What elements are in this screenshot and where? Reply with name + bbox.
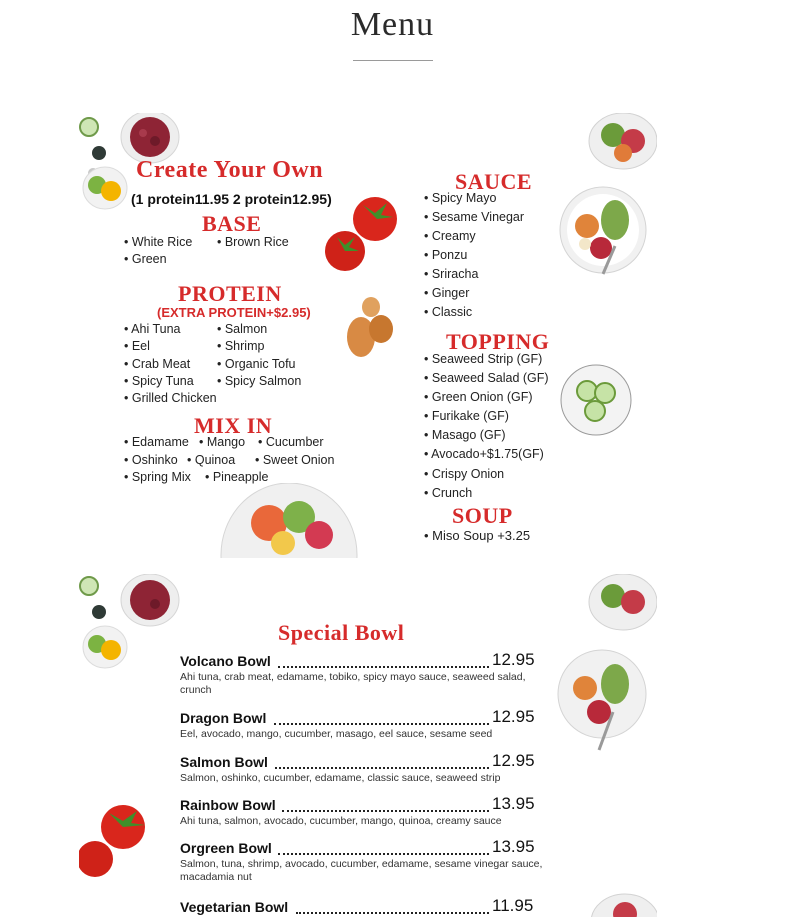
- menu-item: • Shrimp: [217, 339, 265, 353]
- menu-item: • Green Onion (GF): [424, 390, 533, 404]
- poke-bowl-icon: [585, 892, 657, 917]
- dot-leader: [275, 767, 489, 769]
- menu-item: • Ahi Tuna: [124, 322, 181, 336]
- bowl-name: Dragon Bowl: [180, 710, 267, 726]
- menu-item: • Masago (GF): [424, 428, 506, 442]
- dot-leader: [282, 810, 489, 812]
- dot-leader: [278, 666, 489, 668]
- tomato-icon: [79, 799, 159, 899]
- poke-bowl-icon: [585, 574, 657, 632]
- menu-item: • White Rice: [124, 235, 193, 249]
- title-divider: [353, 60, 433, 61]
- topping-heading: TOPPING: [446, 329, 550, 354]
- poke-bowl-icon: [555, 648, 649, 754]
- menu-item: • Oshinko: [124, 453, 178, 467]
- menu-item: • Seaweed Salad (GF): [424, 371, 549, 385]
- menu-item: • Furikake (GF): [424, 409, 509, 423]
- menu-item: • Crunch: [424, 486, 473, 500]
- menu-item: • Edamame: [124, 435, 189, 449]
- poke-bowl-icon: [585, 113, 657, 171]
- bowl-name: Orgreen Bowl: [180, 840, 272, 856]
- menu-item: • Avocado+$1.75(GF): [424, 447, 544, 461]
- menu-item: • Creamy: [424, 229, 476, 243]
- menu-item: • Miso Soup +3.25: [424, 528, 531, 543]
- bowl-price: 12.95: [492, 650, 535, 669]
- mix-in-heading: MIX IN: [194, 413, 273, 438]
- bowl-description: Eel, avocado, mango, cucumber, masago, eel sauce, sesame seed: [180, 728, 493, 740]
- menu-item: • Spicy Salmon: [217, 374, 302, 388]
- bowl-price: 13.95: [492, 837, 535, 856]
- bowl-name: Vegetarian Bowl: [180, 899, 289, 915]
- create-your-own-menu-image: [79, 113, 657, 558]
- menu-item: • Seaweed Strip (GF): [424, 352, 543, 366]
- extra-protein-note: (EXTRA PROTEIN+$2.95): [157, 305, 311, 320]
- menu-item: • Crispy Onion: [424, 467, 505, 481]
- bowl-name: Volcano Bowl: [180, 653, 271, 669]
- menu-item: • Ginger: [424, 286, 470, 300]
- menu-item: • Brown Rice: [217, 235, 289, 249]
- menu-item: • Quinoa: [187, 453, 236, 467]
- bowl-description: Salmon, tuna, shrimp, avocado, cucumber, edamame, sesame vinegar sauce, macadamia nut: [180, 858, 543, 883]
- protein-heading: PROTEIN: [178, 281, 282, 306]
- sauce-heading: SAUCE: [455, 169, 533, 194]
- grilled-chicken-icon: [341, 293, 403, 363]
- beet-bowl-icon: [119, 574, 181, 628]
- dot-leader: [278, 853, 489, 855]
- protein-pricing: (1 protein11.95 2 protein12.95): [131, 191, 332, 207]
- page-title: Menu: [350, 6, 435, 43]
- menu-item: • Pineapple: [205, 470, 269, 484]
- menu-item: • Organic Tofu: [217, 357, 296, 371]
- menu-item: • Green: [124, 252, 167, 266]
- cucumber-slices-icon: [559, 363, 633, 437]
- bowl-name: Salmon Bowl: [180, 754, 268, 770]
- menu-item: • Sriracha: [424, 267, 479, 281]
- menu-item: • Classic: [424, 305, 473, 319]
- bowl-price: 13.95: [492, 794, 535, 813]
- dot-leader: [274, 723, 489, 725]
- corn-peas-bowl-icon: [81, 165, 129, 211]
- salad-bowl-icon: [219, 483, 359, 558]
- menu-item: • Spring Mix: [124, 470, 191, 484]
- menu-item: • Sesame Vinegar: [424, 210, 525, 224]
- menu-item: • Grilled Chicken: [124, 391, 217, 405]
- menu-item: • Cucumber: [258, 435, 324, 449]
- bowl-name: Rainbow Bowl: [180, 797, 276, 813]
- menu-item: • Spicy Mayo: [424, 191, 497, 205]
- dot-leader: [296, 912, 489, 914]
- menu-item: • Salmon: [217, 322, 268, 336]
- bowl-description: Ahi tuna, crab meat, edamame, tobiko, spicy mayo sauce, seaweed salad, crunch: [180, 671, 526, 696]
- poke-bowl-icon: [557, 186, 649, 276]
- special-bowl-menu-image: [79, 574, 657, 917]
- menu-item: • Spicy Tuna: [124, 374, 194, 388]
- menu-item: • Sweet Onion: [255, 453, 335, 467]
- tomato-icon: [319, 193, 409, 283]
- special-bowl-heading: Special Bowl: [278, 620, 405, 645]
- create-your-own-heading: Create Your Own: [136, 157, 324, 183]
- menu-item: • Eel: [124, 339, 150, 353]
- bowl-description: Ahi tuna, salmon, avocado, cucumber, mango, quinoa, creamy sauce: [180, 815, 502, 827]
- corn-peas-bowl-icon: [81, 624, 129, 670]
- bowl-description: Salmon, oshinko, cucumber, edamame, classic sauce, seaweed strip: [180, 772, 501, 784]
- bowl-price: 11.95: [492, 896, 534, 915]
- bowl-price: 12.95: [492, 751, 535, 770]
- base-heading: BASE: [202, 211, 262, 236]
- soup-heading: SOUP: [452, 503, 513, 528]
- bowl-price: 12.95: [492, 707, 535, 726]
- menu-item: • Crab Meat: [124, 357, 191, 371]
- menu-item: • Mango: [199, 435, 246, 449]
- menu-item: • Ponzu: [424, 248, 468, 262]
